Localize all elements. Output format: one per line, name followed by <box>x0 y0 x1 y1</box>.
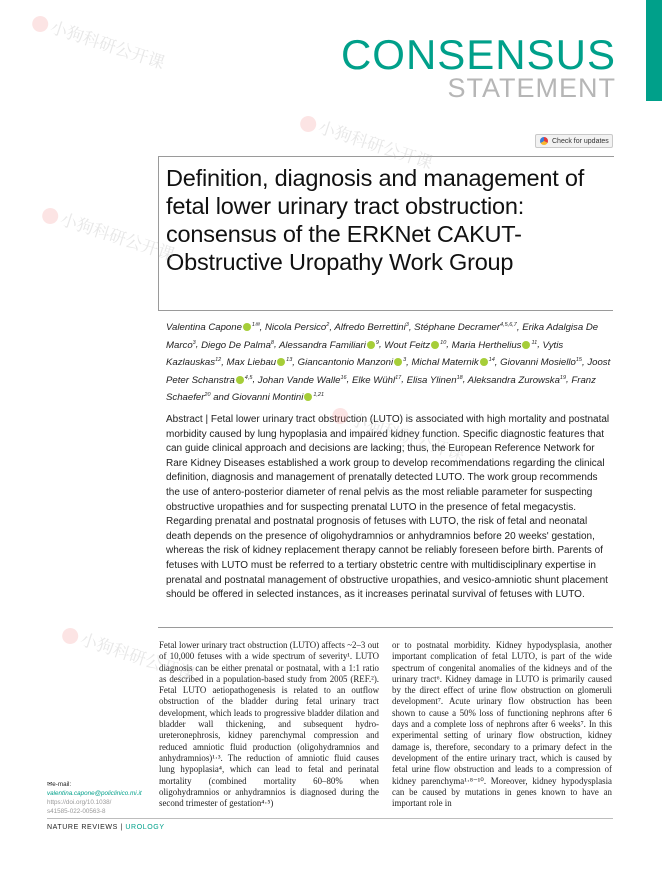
watermark: 小狗科研公开课 <box>330 399 469 465</box>
body-column-1: Fetal lower urinary tract obstruction (LUTO) affects ~2–3 out of 10,000 fetuses with a wide spectrum of severity¹. LUTO diagnosis can be either prenatal or postnatal, with a 1:1 ratio as described in a population-based study from 2005 (REF.²). Fetal LUTO aetiopathogenesis is related to an outflow obstruction of the bladder during fetal urinary tract development, which leads to progressive bladder dilation and bladder wall thickening, and subsequent hydro-ureteronephrosis, kidney parenchymal compression and reduced amniotic fluid production (oligohydramnios and anhydramnios)¹·³. The reduction of amniotic fluid causes lung hypoplasia⁴, which can lead to fetal and perinatal mortality (combined mortality 60–80% when oligohydramnios or anhydramnios is diagnosed during the second trimester of gestation⁴·⁵) <box>159 640 379 809</box>
author-name: Giovanni Montini <box>231 392 304 404</box>
author-name: Diego De Palma <box>201 339 271 351</box>
author <box>414 322 517 333</box>
author-affiliation: 14 <box>488 356 495 363</box>
abstract-divider <box>158 627 613 628</box>
orcid-icon[interactable] <box>522 341 530 349</box>
author <box>227 357 293 368</box>
author <box>500 357 582 368</box>
check-updates-button[interactable] <box>535 134 613 148</box>
watermark: 小狗科研公开课 <box>298 107 437 173</box>
doi-link[interactable]: https://doi.org/10.1038/ <box>47 799 112 806</box>
author-name: Vytis Kazlauskas <box>166 339 564 369</box>
article-title: Definition, diagnosis and management of fetal lower urinary tract obstruction: consensus of the ERKNet CAKUT-Obstructive Uropathy Work Group <box>166 165 585 275</box>
author-separator: , <box>401 374 407 386</box>
author-name: Elisa Ylinen <box>406 374 457 386</box>
author-affiliation: 9 <box>375 339 379 346</box>
author <box>407 375 463 386</box>
author-separator: and <box>210 392 232 404</box>
author-name: Michal Maternik <box>411 357 479 369</box>
orcid-icon[interactable] <box>394 358 402 366</box>
body-column-2: or to postnatal morbidity. Kidney hypodysplasia, another important complication of fetal LUTO, is part of the wide spectrum of congenital anomalies of the kidneys and of the urinary tract⁶. Kidney damage in LUTO is primarily caused by the direct effect of urine flow obstruction on glomeruli development⁷. Acute urinary flow obstruction has been shown to cause a 50% loss of functioning nephrons after 6 days and a complete loss of nephrons after 6 weeks⁷. In this experimental setting of urinary flow obstruction, kidney damage is, therefore, secondary to a primary defect in the development of the entire urinary tract, which is caused by fetal urine flow obstruction and leads to a compression of kidney parenchyma¹·⁸⁻¹⁰. Moreover, kidney hypodysplasia can be caused by mutations in genes known to have an important role in <box>392 640 612 809</box>
author <box>265 322 329 333</box>
abstract: Abstract | Fetal lower urinary tract obstruction (LUTO) is associated with high mortality and postnatal morbidity caused by lung hypoplasia and impaired kidney function. Specific diagnostic features that can guide clinical approach and decisions are lacking; thus, the European Reference Network for Rare Kidney Diseases established a work group to develop recommendations regarding the clinical definition, diagnosis and management of prenatally detected LUTO. The work group recommends the use of antero-posterior diameter of renal pelvis as the most reliable parameter for suspecting obstructive uropathies and for suspecting prenatal LUTO in the presence of fetal megacystis. Regarding prenatal and postnatal prognosis of fetuses with LUTO, the risk of fetal and neonatal death depends on the presence of oligohydramnios or anhydramnios before 20 weeks' gestation, whereas the risk of kidney replacement therapy cannot be reliably foreseen before birth. Parents of fetuses with LUTO must be referred to a tertiary obstetric centre with multidisciplinary expertise in prenatal and postnatal management of obstructive uropathies, and vesico-amniotic shunt placement should be offered in selected instances, as it increases perinatal survival of fetuses with LUTO. <box>166 414 610 601</box>
author-affiliation: 4,5,6,7 <box>500 322 517 328</box>
author-name: Valentina Capone <box>166 322 242 334</box>
author-name: Nicola Persico <box>264 322 327 334</box>
author-name: Max Liebau <box>226 357 277 369</box>
author-name: Elke Wühl <box>351 374 396 386</box>
author <box>298 357 407 368</box>
journal-name: UROLOGY <box>125 824 165 831</box>
author-name: Erika Adalgisa De Marco <box>166 322 599 351</box>
watermark: 小狗科研公开课 <box>60 619 199 685</box>
author-separator: , <box>537 339 543 351</box>
author-affiliation: 1✉ <box>251 322 260 328</box>
doi-link-continued[interactable]: s41585-022-00563-8 <box>47 808 106 815</box>
author-separator: , <box>259 322 265 334</box>
author-separator: , <box>494 357 501 369</box>
author-affiliation: 13 <box>286 356 293 363</box>
author-affiliation: 15 <box>575 356 582 363</box>
crossmark-icon <box>540 137 548 145</box>
author-separator: , <box>378 339 385 351</box>
author-affiliation: 3 <box>405 322 409 328</box>
author-affiliation: 19 <box>559 374 567 381</box>
check-updates-label: Check for updates <box>552 137 609 145</box>
email-label: ✉e-mail: <box>47 781 72 788</box>
section-sublabel: STATEMENT <box>447 73 616 103</box>
author-affiliation: 20 <box>204 391 211 398</box>
author <box>166 322 260 333</box>
author-affiliation: 16 <box>340 374 347 381</box>
author-affiliation: 1,21 <box>313 391 325 398</box>
author-separator: , <box>462 374 468 386</box>
author-separator: , <box>406 357 412 369</box>
author-name: Alessandra Familiari <box>278 339 366 351</box>
author-separator: , <box>582 357 588 369</box>
author-separator: , <box>516 322 523 334</box>
author-separator: , <box>329 322 335 334</box>
contact-block <box>47 780 167 816</box>
orcid-icon[interactable] <box>277 358 285 366</box>
author-name: Franz Schaefer <box>166 374 596 404</box>
footer-divider <box>47 818 613 819</box>
author-name: Aleksandra Zurowska <box>467 374 560 386</box>
author-affiliation: 2 <box>326 322 330 328</box>
author <box>279 340 379 351</box>
watermark: 小狗科研公开课 <box>40 199 179 265</box>
author-name: Stéphane Decramer <box>414 322 501 334</box>
author-affiliation: 4,5 <box>244 374 253 381</box>
author-name: Maria Herthelius <box>451 339 522 351</box>
author <box>232 392 324 403</box>
orcid-icon[interactable] <box>480 358 488 366</box>
orcid-icon[interactable] <box>367 341 375 349</box>
orcid-icon[interactable] <box>431 341 439 349</box>
orcid-icon[interactable] <box>236 376 244 384</box>
orcid-icon[interactable] <box>243 323 251 331</box>
accent-bar <box>646 0 662 101</box>
author-affiliation: 12 <box>215 356 222 363</box>
author-name: Johan Vande Walle <box>257 374 341 386</box>
author-affiliation: 17 <box>395 374 402 381</box>
title-divider <box>158 310 613 311</box>
email-link[interactable]: valentina.capone@policlinico.mi.it <box>47 790 142 797</box>
author-list <box>166 318 614 405</box>
author-separator: , <box>346 374 352 386</box>
author <box>468 375 566 386</box>
author <box>452 340 538 351</box>
author-affiliation: 3 <box>403 356 407 363</box>
author-separator: , <box>566 374 572 386</box>
author-separator: , <box>408 322 415 334</box>
author <box>384 340 446 351</box>
author <box>258 375 347 386</box>
publisher-name: NATURE REVIEWS <box>47 824 118 831</box>
author-separator: , <box>195 339 202 351</box>
author-separator: , <box>252 374 258 386</box>
author <box>411 357 494 368</box>
author-affiliation: 11 <box>531 339 538 346</box>
author-name: Alfredo Berrettini <box>334 322 406 334</box>
author-affiliation: 3 <box>192 339 196 346</box>
author-affiliation: 10 <box>440 339 447 346</box>
author-affiliation: 8 <box>270 339 274 346</box>
author <box>352 375 401 386</box>
author-name: Wout Feitz <box>384 339 431 351</box>
author <box>201 340 274 351</box>
author-name: Giovanni Mosiello <box>500 357 576 369</box>
author-name: Joost Peter Schanstra <box>166 357 611 386</box>
author-name: Giancantonio Manzoni <box>297 357 394 369</box>
author-separator: , <box>273 339 279 351</box>
author-separator: , <box>292 357 298 369</box>
footer <box>47 824 165 831</box>
author <box>334 322 409 333</box>
author-separator: , <box>446 339 452 351</box>
footer-separator: | <box>120 824 126 831</box>
author-affiliation: 18 <box>456 374 463 381</box>
author-separator: , <box>221 357 227 369</box>
orcid-icon[interactable] <box>304 393 312 401</box>
watermark: 小狗科研公开课 <box>30 7 169 73</box>
section-label: CONSENSUS <box>340 31 616 78</box>
